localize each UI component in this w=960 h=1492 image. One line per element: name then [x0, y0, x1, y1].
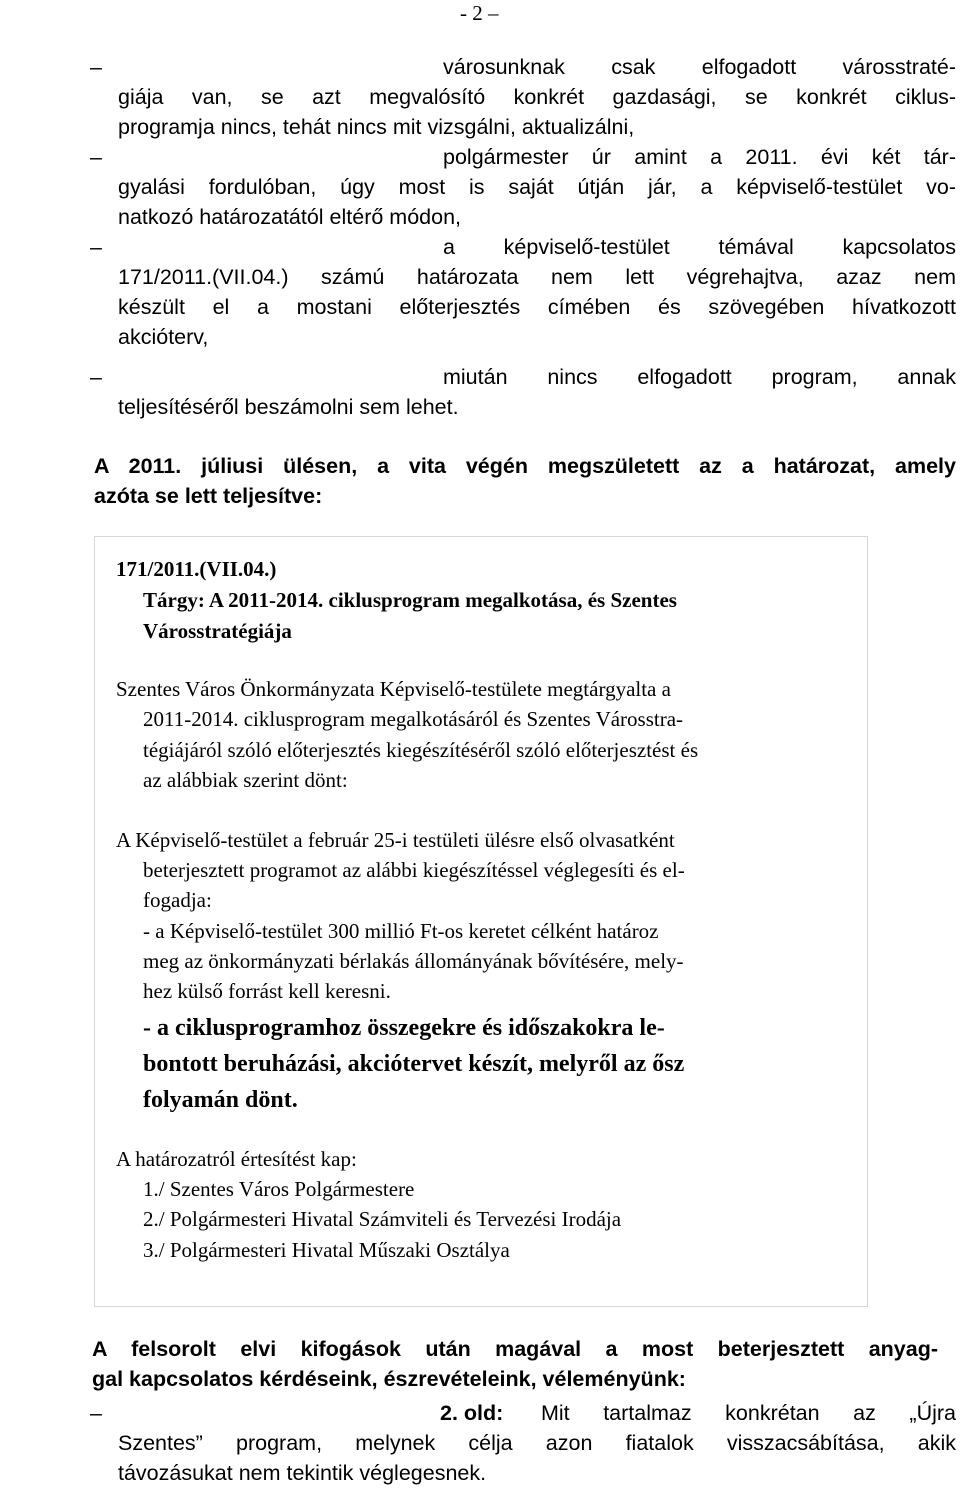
- resolution-para2-line-2: beterjesztett programot az alábbi kiegészítéssel véglegesíti és el-: [143, 858, 685, 882]
- bullet-4-line-2: teljesítéséről beszámolni sem lehet.: [118, 395, 459, 419]
- last-bullet-line-2: Szentes” program, melynek célja azon fiatalok visszacsábítása, akik: [118, 1431, 956, 1455]
- notify-item-3: 3./ Polgármesteri Hivatal Műszaki Osztálya: [143, 1238, 510, 1262]
- resolution-bold-line-3: folyamán dönt.: [143, 1087, 298, 1113]
- bullet-3-line-2: 171/2011.(VII.04.) számú határozata nem lett végrehajtva, azaz nem: [118, 265, 956, 289]
- bullet-dash: –: [90, 1401, 102, 1425]
- last-bullet-number: 2. old:: [440, 1401, 504, 1425]
- bullet-dash: –: [90, 55, 102, 79]
- bullet-3-line-3: készült el a mostani előterjesztés címében és szövegében hívatkozott: [118, 295, 956, 319]
- resolution-bold-line-2: bontott beruházási, akciótervet készít, melyről az ősz: [143, 1051, 685, 1077]
- bullet-1-line-3: programja nincs, tehát nincs mit vizsgálni, aktualizálni,: [118, 115, 635, 139]
- resolution-para1-line-2: 2011-2014. ciklusprogram megalkotásáról és Szentes Városstra-: [143, 707, 684, 731]
- bullet-2-line-1: polgármester úr amint a 2011. évi két tár-: [443, 145, 956, 169]
- section-heading-line-1: A 2011. júliusi ülésen, a vita végén megszületett az a határozat, amely: [94, 454, 956, 478]
- bullet-3-line-1: a képviselő-testület témával kapcsolatos: [443, 235, 956, 259]
- resolution-para2-line-6: hez külső forrást kell keresni.: [143, 979, 391, 1003]
- bullet-2-line-2: gyalási fordulóban, úgy most is saját útján jár, a képviselő-testület vo-: [118, 175, 956, 199]
- resolution-para2-line-4: - a Képviselő-testület 300 millió Ft-os keretet célként határoz: [143, 919, 659, 943]
- resolution-para2-line-3: fogadja:: [143, 888, 212, 912]
- resolution-subject-line-1: Tárgy: A 2011-2014. ciklusprogram megalkotása, és Szentes: [143, 588, 677, 612]
- resolution-para2-line-1: A Képviselő-testület a február 25-i testületi ülésre első olvasatként: [116, 828, 675, 852]
- bullet-dash: –: [90, 365, 102, 389]
- resolution-para2-line-5: meg az önkormányzati bérlakás állományának bővítésére, mely-: [143, 949, 684, 973]
- bullet-dash: –: [90, 145, 102, 169]
- resolution-para1-line-1: Szentes Város Önkormányzata Képviselő-testülete megtárgyalta a: [116, 677, 671, 701]
- resolution-bold-line-1: - a ciklusprogramhoz összegekre és időszakokra le-: [143, 1015, 665, 1041]
- bullet-1-line-1: városunknak csak elfogadott városstraté-: [443, 55, 956, 79]
- resolution-number: 171/2011.(VII.04.): [116, 557, 277, 581]
- bullet-4-line-1: miután nincs elfogadott program, annak: [443, 365, 956, 389]
- last-bullet-line-3: távozásukat nem tekintik véglegesnek.: [118, 1461, 487, 1485]
- resolution-para1-line-4: az alábbiak szerint dönt:: [143, 768, 348, 792]
- page-number: - 2 –: [460, 1, 499, 25]
- bullet-2-line-3: natkozó határozatától eltérő módon,: [118, 205, 462, 229]
- last-bullet-line-1: Mit tartalmaz konkrétan az „Újra: [541, 1401, 956, 1425]
- bullet-dash: –: [90, 235, 102, 259]
- closing-heading-line-1: A felsorolt elvi kifogások után magával a most beterjesztett anyag-: [92, 1337, 938, 1361]
- notify-item-2: 2./ Polgármesteri Hivatal Számviteli és Tervezési Irodája: [143, 1207, 622, 1231]
- closing-heading-line-2: gal kapcsolatos kérdéseink, észrevételeink, véleményünk:: [92, 1367, 686, 1391]
- section-heading-line-2: azóta se lett teljesítve:: [94, 484, 323, 508]
- bullet-3-line-4: akcióterv,: [118, 325, 209, 349]
- bullet-1-line-2: giája van, se azt megvalósító konkrét gazdasági, se konkrét ciklus-: [118, 85, 956, 109]
- notify-title: A határozatról értesítést kap:: [116, 1147, 357, 1171]
- notify-item-1: 1./ Szentes Város Polgármestere: [143, 1177, 415, 1201]
- resolution-subject-line-2: Városstratégiája: [143, 619, 292, 643]
- resolution-para1-line-3: tégiájáról szóló előterjesztés kiegészítéséről szóló előterjesztést és: [143, 738, 699, 762]
